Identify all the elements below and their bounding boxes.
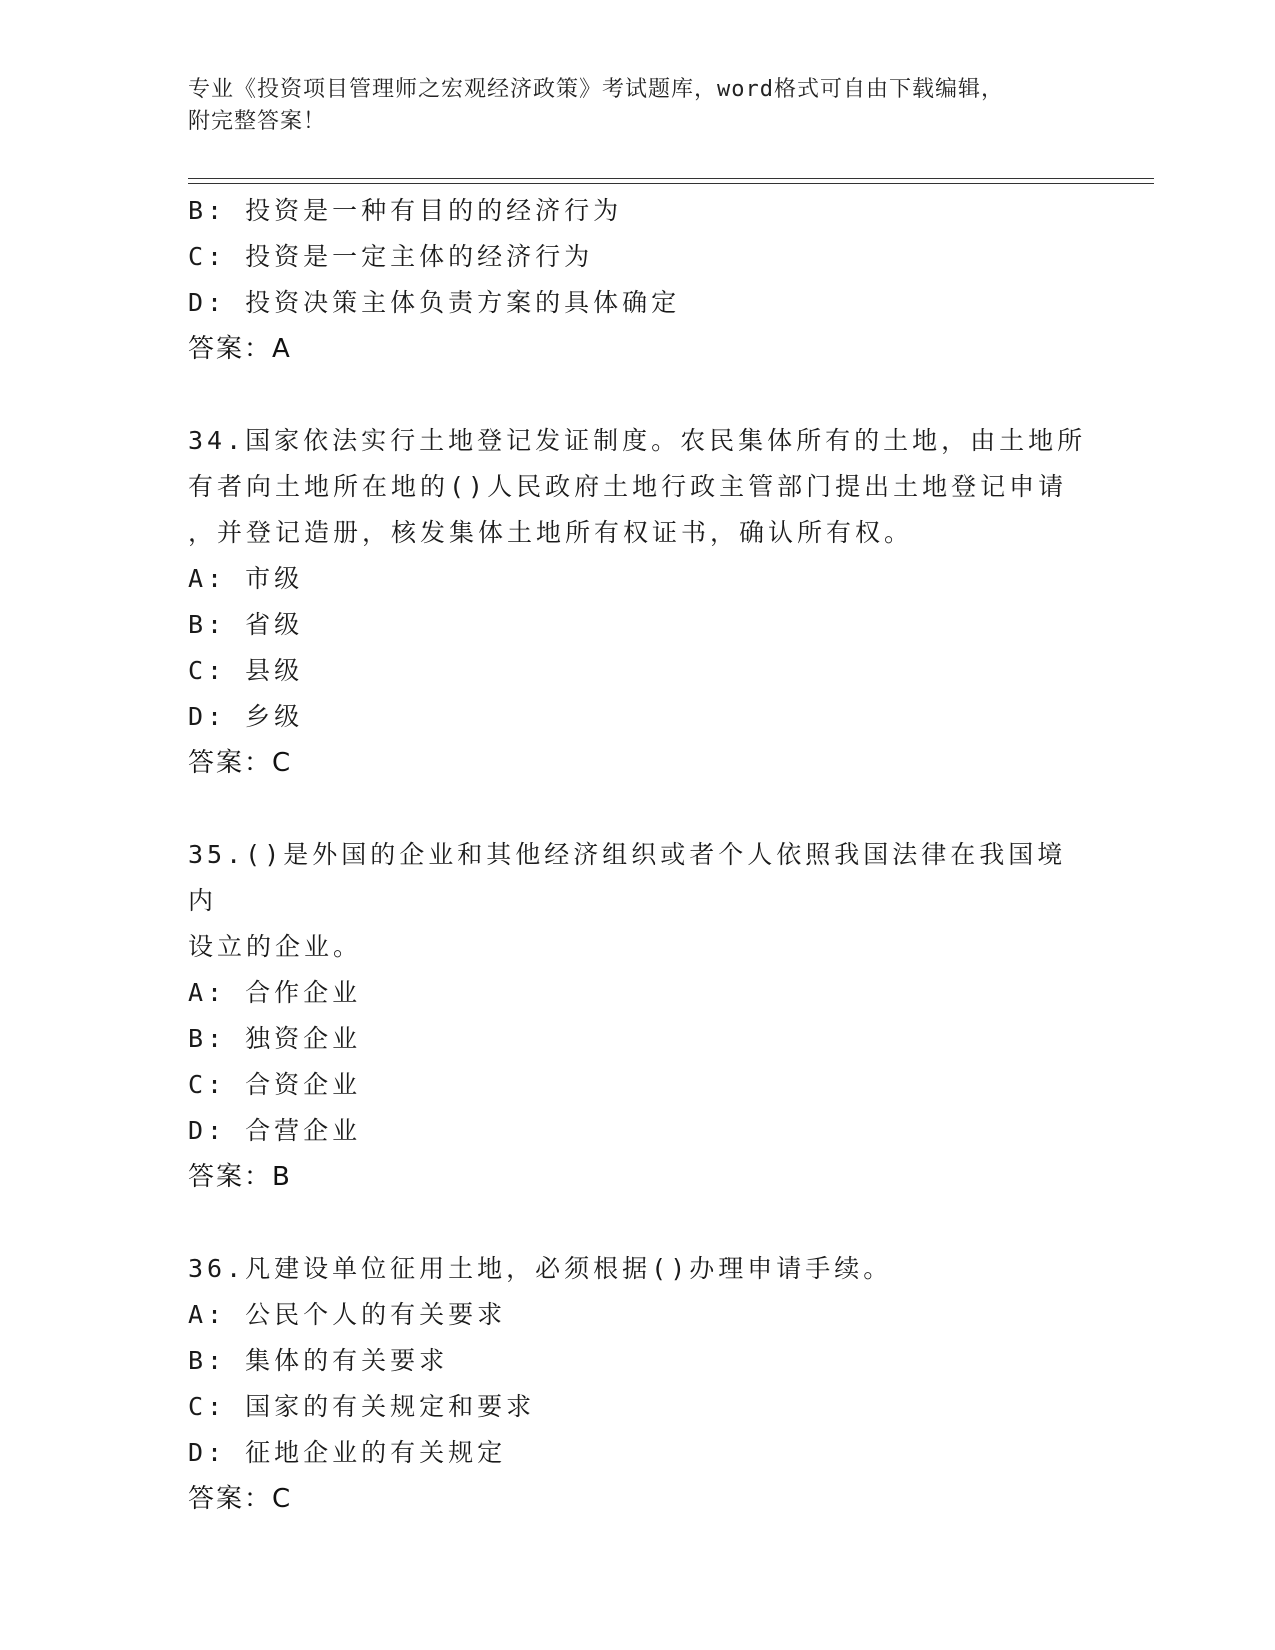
question-36 bbox=[188, 1246, 1088, 1522]
question-text-line: 35.()是外国的企业和其他经济组织或者个人依照我国法律在我国境内 bbox=[188, 840, 1067, 915]
option-c: C: 投资是一定主体的经济行为 bbox=[188, 242, 594, 271]
header-line-1: 专业《投资项目管理师之宏观经济政策》考试题库，word格式可自由下载编辑， bbox=[188, 77, 1004, 102]
header-line-2: 附完整答案！ bbox=[188, 109, 327, 134]
spacer bbox=[188, 1200, 1088, 1246]
question-text-line: 34.国家依法实行土地登记发证制度。农民集体所有的土地，由土地所 bbox=[188, 426, 1087, 455]
header-rule-bottom bbox=[188, 183, 1154, 184]
spacer bbox=[188, 372, 1088, 418]
header-rule-top bbox=[188, 178, 1154, 179]
answer-line: 答案：C bbox=[188, 748, 293, 778]
option-a: A: 市级 bbox=[188, 564, 304, 593]
option-d: D: 投资决策主体负责方案的具体确定 bbox=[188, 288, 681, 317]
option-b: B: 投资是一种有目的的经济行为 bbox=[188, 196, 623, 225]
document-header bbox=[188, 74, 1088, 138]
option-b: B: 集体的有关要求 bbox=[188, 1346, 449, 1375]
option-c: C: 国家的有关规定和要求 bbox=[188, 1392, 536, 1421]
option-b: B: 独资企业 bbox=[188, 1024, 362, 1053]
question-34 bbox=[188, 418, 1088, 786]
question-33-tail bbox=[188, 188, 1088, 372]
question-text-line: 有者向土地所在地的()人民政府土地行政主管部门提出土地登记申请 bbox=[188, 472, 1068, 501]
option-b: B: 省级 bbox=[188, 610, 304, 639]
option-d: D: 乡级 bbox=[188, 702, 304, 731]
question-content bbox=[188, 188, 1088, 1522]
option-d: D: 征地企业的有关规定 bbox=[188, 1438, 507, 1467]
answer-line: 答案：C bbox=[188, 1484, 293, 1514]
spacer bbox=[188, 786, 1088, 832]
option-c: C: 县级 bbox=[188, 656, 304, 685]
question-text-line: ，并登记造册，核发集体土地所有权证书，确认所有权。 bbox=[188, 518, 914, 547]
answer-line: 答案：B bbox=[188, 1162, 292, 1192]
answer-line: 答案：A bbox=[188, 334, 292, 364]
question-35 bbox=[188, 832, 1088, 1200]
question-text-line: 36.凡建设单位征用土地，必须根据()办理申请手续。 bbox=[188, 1254, 893, 1283]
option-d: D: 合营企业 bbox=[188, 1116, 362, 1145]
option-a: A: 公民个人的有关要求 bbox=[188, 1300, 507, 1329]
option-c: C: 合资企业 bbox=[188, 1070, 362, 1099]
question-text-line: 设立的企业。 bbox=[188, 932, 363, 961]
option-a: A: 合作企业 bbox=[188, 978, 362, 1007]
